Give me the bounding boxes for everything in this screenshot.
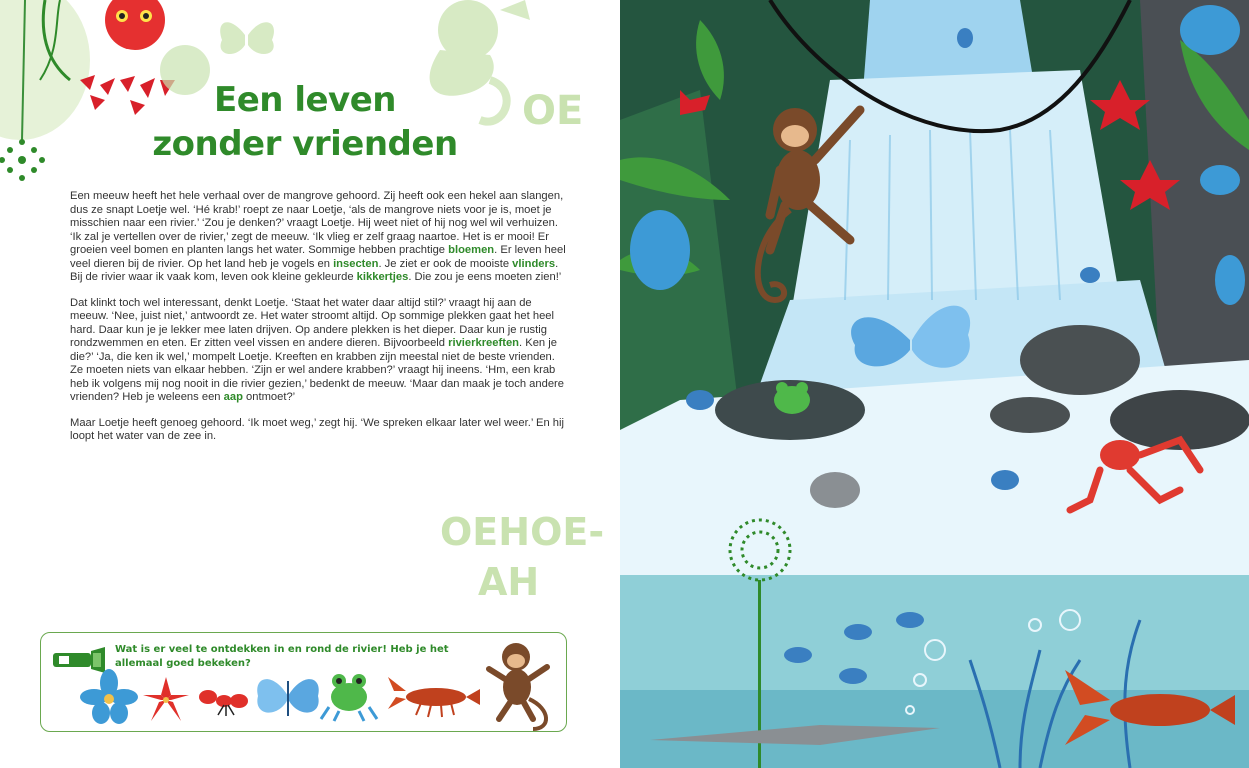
story-text-run: ‘Zou je denken?’ vraagt Loetje. Hij weet niet of hij nog wel wil verhuizen. (202, 217, 558, 229)
story-text-run: ontmoet?’ (242, 391, 296, 403)
story-text-run: Dat klinkt toch wel interessant, denkt Loetje. ‘Staat het water daar altijd stil?’ vraagt hij aan de meeuw. (70, 296, 532, 322)
story-text-run: . Er leven heel veel dieren bij de rivier. Op het land heb je vogels en (70, 244, 566, 270)
story-paragraph-1 (70, 190, 570, 285)
butterfly-icon (253, 671, 323, 721)
highlight-word: kikkertjes (356, 271, 409, 283)
highlight-word: bloemen (448, 244, 495, 256)
highlight-word: rivierkreeften (448, 337, 520, 349)
crayfish-icon (386, 669, 481, 719)
story-paragraph-2 (70, 297, 570, 405)
jumping-fish (810, 472, 860, 508)
river-scene (620, 0, 1249, 768)
sound-oehoe: OEHOE- (440, 510, 605, 554)
story-text-run: . Je ziet er ook de mooiste (378, 257, 513, 270)
story-text-run: En hij loopt het water van de zee in. (70, 416, 565, 442)
flower-icon (79, 669, 139, 724)
monkey-icon (481, 639, 556, 734)
butterfly-outline-icon (220, 22, 274, 54)
ant-icon (196, 683, 251, 718)
story-text-run: ‘Ja, die ken ik wel,’ mompelt Loetje. Kreeften en krabben zijn meestal niet de beste vrienden. Ze moeten niets van elkaar hebben. ‘Zijn er wel andere krabben?’ vraagt hij ineens. (70, 350, 555, 376)
story-text-run: . Ken je die?’ (70, 337, 557, 363)
story-text-run: Een meeuw heeft het hele verhaal over de mangrove gehoord. Zij heeft ook een hekel aan slangen, dus ze snapt Loetje wel. (70, 190, 564, 216)
jungle-illustration (620, 0, 1249, 768)
story-text-run: ‘Nee, juist niet,’ antwoordt ze. Het water stroomt altijd. Op sommige plekken gaat het heel hard. Daar kun je je lekker mee laten drijven. Op andere plekken is het dieper. Daar kun je rustig rondzwemmen en eten. Er zitten veel vissen en andere dieren. Bijvoorbeeld (70, 310, 554, 349)
title-line-1: Een leven (214, 80, 396, 120)
story-paragraph-3 (70, 417, 570, 444)
highlight-word: vlinders (512, 257, 556, 270)
search-box (40, 632, 567, 732)
story-text-run: . Bij de rivier waar ik vaak kom, leven ook kleine gekleurde (70, 257, 559, 283)
green-puffball-icon (0, 139, 45, 181)
sound-oe: OE (522, 88, 584, 134)
story-text-run: ‘Ik zal je vertellen over de rivier,’ zegt de meeuw. ‘Ik vlieg er zelf graag naartoe. Het is er mooi! Er groeien veel bomen en planten langs het water. Sommige hebben prachtige (70, 230, 549, 256)
red-flower-icon (141, 675, 191, 725)
title-line-2: zonder vrienden (152, 124, 458, 164)
green-frog (774, 382, 810, 414)
story-text (70, 190, 570, 456)
page-title (150, 78, 460, 166)
story-text-run: ‘Hm, een krab heb ik volgens mij nog nooit in die rivier gezien,’ bedenkt de meeuw. ‘Maar dan maak je toch andere vrienden? Heb je weleens een (70, 364, 564, 403)
highlight-word: aap (223, 391, 243, 403)
story-text-run: ‘Hé krab!’ roept ze naar Loetje, ‘als de mangrove niets voor je is, moet je misschien naar een rivier.’ (70, 203, 552, 229)
search-question: Wat is er veel te ontdekken in en rond de rivier! Heb je het allemaal goed bekeken? (115, 644, 449, 669)
left-page (0, 0, 620, 768)
frog-icon (319, 667, 379, 722)
story-text-run: . Die zou je eens moeten zien!’ (408, 271, 562, 283)
pufferfish-icon (105, 0, 165, 50)
highlight-word: insecten (333, 257, 379, 270)
story-text-run: ‘Ik moet weg,’ zegt hij. ‘We spreken elkaar later wel weer.’ (247, 416, 533, 429)
sound-ah: AH (478, 560, 540, 604)
story-text-run: Maar Loetje heeft genoeg gehoord. (70, 416, 245, 429)
